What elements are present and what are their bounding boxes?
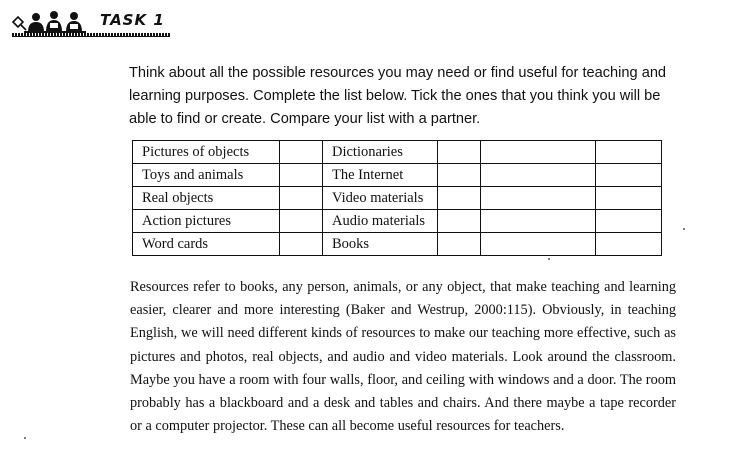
resource-cell: Action pictures bbox=[133, 210, 280, 233]
scan-speck bbox=[24, 437, 26, 439]
resource-cell: Books bbox=[323, 233, 438, 256]
resources-paragraph: Resources refer to books, any person, animals, or any object, that make teaching and learning easier, clearer and more interesting (Baker and Westrup, 2000:115). Obviously, in teaching English, we will need different kinds of resources to make our teaching more effective, such as pictures and photos, real objects, and audio and video materials. Look around the classroom. Maybe you have a room with four walls, floor, and ceiling with windows and a door. The room probably has a blackboard and a desk and tables and chairs. And there maybe a tape recorder or a computer projector. These can all become useful resources for teachers. bbox=[130, 279, 676, 435]
resource-table bbox=[132, 140, 662, 256]
resource-cell: The Internet bbox=[323, 164, 438, 187]
task-instructions: Think about all the possible resources you may need or find useful for teaching and learning purposes. Complete the list below. Tick the ones that you think you will be able to find or create. Compare your list with a partner. bbox=[129, 65, 667, 127]
blank-resource-cell[interactable] bbox=[481, 187, 596, 210]
resource-cell: Pictures of objects bbox=[133, 141, 280, 164]
tick-cell[interactable] bbox=[438, 141, 481, 164]
resource-cell: Video materials bbox=[323, 187, 438, 210]
table-row bbox=[133, 233, 662, 256]
scan-speck bbox=[683, 228, 685, 230]
tick-cell[interactable] bbox=[280, 164, 323, 187]
blank-resource-cell[interactable] bbox=[481, 210, 596, 233]
tick-cell[interactable] bbox=[596, 233, 662, 256]
blank-resource-cell[interactable] bbox=[481, 141, 596, 164]
tick-cell[interactable] bbox=[438, 210, 481, 233]
resource-cell: Dictionaries bbox=[323, 141, 438, 164]
table-row bbox=[133, 210, 662, 233]
tick-cell[interactable] bbox=[280, 187, 323, 210]
tick-cell[interactable] bbox=[438, 187, 481, 210]
tick-cell[interactable] bbox=[596, 141, 662, 164]
scan-speck bbox=[548, 258, 550, 260]
table-row bbox=[133, 141, 662, 164]
task-title: TASK 1 bbox=[100, 11, 165, 29]
resource-cell: Real objects bbox=[133, 187, 280, 210]
header-underline bbox=[12, 33, 170, 37]
tick-cell[interactable] bbox=[280, 210, 323, 233]
people-group-icon bbox=[12, 10, 98, 34]
task-header bbox=[12, 8, 170, 38]
tick-cell[interactable] bbox=[596, 210, 662, 233]
blank-resource-cell[interactable] bbox=[481, 164, 596, 187]
tick-cell[interactable] bbox=[280, 233, 323, 256]
resource-cell: Audio materials bbox=[323, 210, 438, 233]
table-row bbox=[133, 164, 662, 187]
blank-resource-cell[interactable] bbox=[481, 233, 596, 256]
tick-cell[interactable] bbox=[596, 187, 662, 210]
tick-cell[interactable] bbox=[438, 164, 481, 187]
tick-cell[interactable] bbox=[280, 141, 323, 164]
resource-cell: Word cards bbox=[133, 233, 280, 256]
tick-cell[interactable] bbox=[596, 164, 662, 187]
table-row bbox=[133, 187, 662, 210]
resource-cell: Toys and animals bbox=[133, 164, 280, 187]
tick-cell[interactable] bbox=[438, 233, 481, 256]
